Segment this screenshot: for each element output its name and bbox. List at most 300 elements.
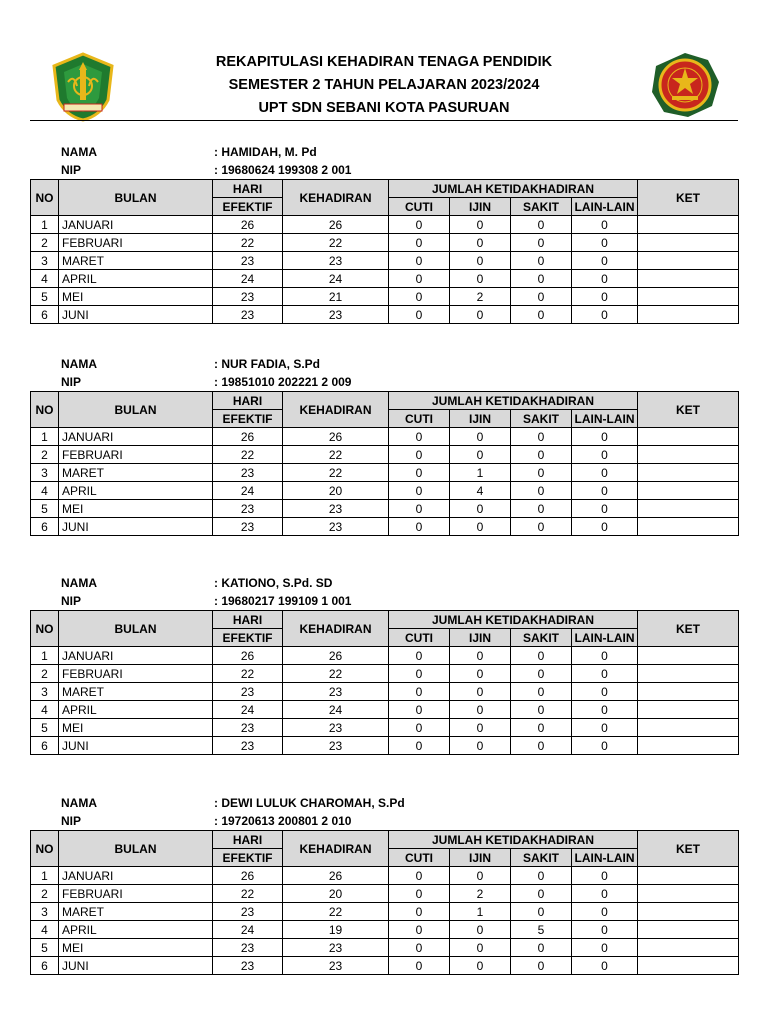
nama-label: NAMA [61, 145, 97, 159]
table-row [31, 234, 739, 252]
cell-sakit: 0 [511, 957, 572, 975]
col-header-sakit: SAKIT [511, 629, 572, 647]
cell-cuti: 0 [389, 428, 450, 446]
cell-no: 4 [31, 482, 59, 500]
school-badge-icon [650, 52, 720, 118]
table-row [31, 921, 739, 939]
col-header-hari: HARI [213, 180, 283, 198]
cell-ijin: 0 [450, 216, 511, 234]
cell-cuti: 0 [389, 482, 450, 500]
nama-label: NAMA [61, 796, 97, 810]
cell-lain: 0 [572, 647, 638, 665]
cell-cuti: 0 [389, 957, 450, 975]
cell-ijin: 0 [450, 939, 511, 957]
cell-hari: 23 [213, 719, 283, 737]
cell-hari: 26 [213, 216, 283, 234]
cell-hari: 23 [213, 252, 283, 270]
cell-cuti: 0 [389, 701, 450, 719]
col-header-jumlah-ketidakhadiran: JUMLAH KETIDAKHADIRAN [389, 611, 638, 629]
cell-ket [638, 647, 739, 665]
cell-bulan: MARET [59, 903, 213, 921]
col-header-ijin: IJIN [450, 410, 511, 428]
teacher-nip: : 19680217 199109 1 001 [214, 594, 352, 608]
cell-sakit: 0 [511, 306, 572, 324]
nip-label: NIP [61, 375, 82, 389]
cell-sakit: 0 [511, 252, 572, 270]
table-row [31, 939, 739, 957]
cell-ket [638, 252, 739, 270]
nama-label: NAMA [61, 576, 97, 590]
cell-hari: 22 [213, 885, 283, 903]
cell-sakit: 0 [511, 482, 572, 500]
cell-sakit: 0 [511, 647, 572, 665]
cell-no: 2 [31, 446, 59, 464]
cell-hari: 23 [213, 306, 283, 324]
cell-hari: 24 [213, 701, 283, 719]
cell-no: 1 [31, 216, 59, 234]
cell-hadir: 23 [283, 737, 389, 755]
cell-sakit: 0 [511, 885, 572, 903]
cell-cuti: 0 [389, 464, 450, 482]
cell-lain: 0 [572, 665, 638, 683]
cell-lain: 0 [572, 252, 638, 270]
table-row [31, 446, 739, 464]
teacher-nip: : 19720613 200801 2 010 [214, 814, 352, 828]
cell-lain: 0 [572, 683, 638, 701]
table-row [31, 464, 739, 482]
table-row [31, 719, 739, 737]
cell-cuti: 0 [389, 288, 450, 306]
cell-ijin: 0 [450, 921, 511, 939]
cell-lain: 0 [572, 482, 638, 500]
cell-ket [638, 234, 739, 252]
cell-sakit: 0 [511, 428, 572, 446]
cell-lain: 0 [572, 270, 638, 288]
teacher-nip: : 19680624 199308 2 001 [214, 163, 352, 177]
cell-lain: 0 [572, 867, 638, 885]
table-header-row [31, 180, 739, 198]
col-header-lain-lain: LAIN-LAIN [572, 198, 638, 216]
col-header-bulan: BULAN [59, 392, 213, 428]
col-header-ijin: IJIN [450, 198, 511, 216]
col-header-ket: KET [638, 180, 739, 216]
col-header-bulan: BULAN [59, 180, 213, 216]
cell-bulan: MEI [59, 719, 213, 737]
cell-hari: 22 [213, 234, 283, 252]
col-header-kehadiran: KEHADIRAN [283, 611, 389, 647]
cell-ijin: 0 [450, 701, 511, 719]
col-header-ket: KET [638, 392, 739, 428]
cell-lain: 0 [572, 957, 638, 975]
cell-hari: 24 [213, 482, 283, 500]
cell-cuti: 0 [389, 216, 450, 234]
attendance-table [30, 391, 739, 536]
cell-ket [638, 270, 739, 288]
col-header-no: NO [31, 831, 59, 867]
cell-bulan: JANUARI [59, 647, 213, 665]
cell-no: 3 [31, 683, 59, 701]
cell-lain: 0 [572, 216, 638, 234]
cell-cuti: 0 [389, 683, 450, 701]
teacher-nip: : 19851010 202221 2 009 [214, 375, 352, 389]
cell-sakit: 0 [511, 500, 572, 518]
col-header-efektif: EFEKTIF [213, 849, 283, 867]
cell-bulan: APRIL [59, 482, 213, 500]
cell-ijin: 2 [450, 288, 511, 306]
table-row [31, 482, 739, 500]
cell-no: 3 [31, 252, 59, 270]
cell-ijin: 4 [450, 482, 511, 500]
cell-bulan: MARET [59, 464, 213, 482]
cell-no: 4 [31, 701, 59, 719]
cell-no: 6 [31, 518, 59, 536]
cell-ijin: 0 [450, 270, 511, 288]
cell-bulan: MARET [59, 252, 213, 270]
cell-ijin: 0 [450, 306, 511, 324]
table-row [31, 683, 739, 701]
cell-sakit: 0 [511, 719, 572, 737]
cell-bulan: APRIL [59, 270, 213, 288]
cell-ket [638, 288, 739, 306]
cell-ket [638, 518, 739, 536]
cell-bulan: MEI [59, 288, 213, 306]
cell-sakit: 0 [511, 464, 572, 482]
cell-no: 5 [31, 500, 59, 518]
attendance-table [30, 610, 739, 755]
col-header-hari: HARI [213, 611, 283, 629]
cell-no: 5 [31, 288, 59, 306]
col-header-efektif: EFEKTIF [213, 198, 283, 216]
cell-no: 1 [31, 428, 59, 446]
table-row [31, 885, 739, 903]
cell-ket [638, 903, 739, 921]
table-row [31, 665, 739, 683]
cell-hari: 23 [213, 903, 283, 921]
table-row [31, 252, 739, 270]
cell-hadir: 24 [283, 701, 389, 719]
col-header-jumlah-ketidakhadiran: JUMLAH KETIDAKHADIRAN [389, 180, 638, 198]
table-row [31, 957, 739, 975]
col-header-efektif: EFEKTIF [213, 629, 283, 647]
cell-no: 3 [31, 464, 59, 482]
cell-bulan: JANUARI [59, 428, 213, 446]
nip-label: NIP [61, 163, 82, 177]
col-header-cuti: CUTI [389, 410, 450, 428]
cell-ket [638, 939, 739, 957]
cell-hari: 23 [213, 957, 283, 975]
cell-hari: 23 [213, 683, 283, 701]
cell-sakit: 0 [511, 288, 572, 306]
table-row [31, 518, 739, 536]
cell-lain: 0 [572, 288, 638, 306]
cell-bulan: JUNI [59, 518, 213, 536]
cell-no: 4 [31, 270, 59, 288]
cell-cuti: 0 [389, 252, 450, 270]
cell-sakit: 0 [511, 737, 572, 755]
cell-ijin: 1 [450, 903, 511, 921]
cell-hadir: 23 [283, 500, 389, 518]
cell-sakit: 0 [511, 939, 572, 957]
col-header-hari: HARI [213, 392, 283, 410]
cell-no: 4 [31, 921, 59, 939]
cell-cuti: 0 [389, 518, 450, 536]
table-header-row [31, 611, 739, 629]
cell-sakit: 5 [511, 921, 572, 939]
cell-hadir: 22 [283, 234, 389, 252]
cell-ket [638, 428, 739, 446]
col-header-lain-lain: LAIN-LAIN [572, 849, 638, 867]
cell-bulan: JUNI [59, 737, 213, 755]
cell-lain: 0 [572, 939, 638, 957]
cell-lain: 0 [572, 737, 638, 755]
col-header-cuti: CUTI [389, 198, 450, 216]
cell-no: 5 [31, 939, 59, 957]
cell-bulan: JUNI [59, 957, 213, 975]
cell-hadir: 20 [283, 885, 389, 903]
cell-hari: 23 [213, 939, 283, 957]
cell-hari: 23 [213, 288, 283, 306]
cell-lain: 0 [572, 446, 638, 464]
cell-cuti: 0 [389, 921, 450, 939]
cell-hadir: 22 [283, 464, 389, 482]
cell-hadir: 26 [283, 428, 389, 446]
attendance-table [30, 830, 739, 975]
cell-ijin: 0 [450, 252, 511, 270]
col-header-lain-lain: LAIN-LAIN [572, 410, 638, 428]
teacher-name: : DEWI LULUK CHAROMAH, S.Pd [214, 796, 405, 810]
cell-hadir: 19 [283, 921, 389, 939]
col-header-sakit: SAKIT [511, 198, 572, 216]
table-row [31, 288, 739, 306]
cell-ket [638, 464, 739, 482]
cell-no: 6 [31, 737, 59, 755]
cell-ijin: 0 [450, 446, 511, 464]
cell-bulan: JANUARI [59, 216, 213, 234]
col-header-efektif: EFEKTIF [213, 410, 283, 428]
cell-cuti: 0 [389, 306, 450, 324]
cell-cuti: 0 [389, 903, 450, 921]
cell-ijin: 0 [450, 957, 511, 975]
cell-ijin: 0 [450, 867, 511, 885]
cell-cuti: 0 [389, 737, 450, 755]
cell-bulan: APRIL [59, 701, 213, 719]
cell-no: 2 [31, 665, 59, 683]
cell-cuti: 0 [389, 446, 450, 464]
cell-ijin: 0 [450, 719, 511, 737]
attendance-table [30, 179, 739, 324]
cell-ket [638, 921, 739, 939]
cell-hadir: 22 [283, 665, 389, 683]
cell-no: 1 [31, 647, 59, 665]
table-header-row [31, 831, 739, 849]
nip-label: NIP [61, 814, 82, 828]
col-header-no: NO [31, 180, 59, 216]
col-header-kehadiran: KEHADIRAN [283, 392, 389, 428]
cell-no: 3 [31, 903, 59, 921]
cell-hari: 22 [213, 446, 283, 464]
cell-ket [638, 737, 739, 755]
title-line-3: UPT SDN SEBANI KOTA PASURUAN [258, 100, 510, 116]
cell-ket [638, 957, 739, 975]
cell-hari: 26 [213, 867, 283, 885]
cell-hadir: 26 [283, 216, 389, 234]
col-header-ijin: IJIN [450, 629, 511, 647]
cell-hadir: 23 [283, 957, 389, 975]
col-header-sakit: SAKIT [511, 849, 572, 867]
cell-cuti: 0 [389, 719, 450, 737]
document-header [0, 0, 768, 122]
cell-hadir: 23 [283, 518, 389, 536]
cell-hari: 22 [213, 665, 283, 683]
teacher-name: : NUR FADIA, S.Pd [214, 357, 321, 371]
cell-ket [638, 867, 739, 885]
col-header-jumlah-ketidakhadiran: JUMLAH KETIDAKHADIRAN [389, 392, 638, 410]
cell-cuti: 0 [389, 234, 450, 252]
cell-sakit: 0 [511, 270, 572, 288]
cell-sakit: 0 [511, 446, 572, 464]
cell-sakit: 0 [511, 216, 572, 234]
cell-lain: 0 [572, 306, 638, 324]
cell-no: 6 [31, 957, 59, 975]
nama-label: NAMA [61, 357, 97, 371]
cell-lain: 0 [572, 518, 638, 536]
cell-ijin: 0 [450, 428, 511, 446]
cell-cuti: 0 [389, 867, 450, 885]
cell-bulan: MARET [59, 683, 213, 701]
cell-ijin: 0 [450, 683, 511, 701]
teacher-name: : KATIONO, S.Pd. SD [214, 576, 333, 590]
cell-sakit: 0 [511, 234, 572, 252]
cell-no: 1 [31, 867, 59, 885]
cell-no: 2 [31, 234, 59, 252]
cell-no: 5 [31, 719, 59, 737]
cell-ket [638, 446, 739, 464]
cell-sakit: 0 [511, 903, 572, 921]
col-header-no: NO [31, 611, 59, 647]
col-header-hari: HARI [213, 831, 283, 849]
table-row [31, 867, 739, 885]
cell-hari: 23 [213, 500, 283, 518]
cell-hadir: 26 [283, 647, 389, 665]
header-divider [30, 120, 738, 121]
cell-hari: 26 [213, 647, 283, 665]
col-header-kehadiran: KEHADIRAN [283, 831, 389, 867]
col-header-jumlah-ketidakhadiran: JUMLAH KETIDAKHADIRAN [389, 831, 638, 849]
cell-bulan: FEBRUARI [59, 885, 213, 903]
cell-hari: 23 [213, 518, 283, 536]
cell-sakit: 0 [511, 683, 572, 701]
cell-lain: 0 [572, 428, 638, 446]
table-row [31, 737, 739, 755]
cell-lain: 0 [572, 903, 638, 921]
title-line-2: SEMESTER 2 TAHUN PELAJARAN 2023/2024 [228, 77, 540, 93]
table-header-row [31, 392, 739, 410]
cell-sakit: 0 [511, 518, 572, 536]
cell-bulan: JANUARI [59, 867, 213, 885]
col-header-lain-lain: LAIN-LAIN [572, 629, 638, 647]
cell-hadir: 22 [283, 446, 389, 464]
cell-ket [638, 885, 739, 903]
col-header-ijin: IJIN [450, 849, 511, 867]
cell-cuti: 0 [389, 665, 450, 683]
cell-ket [638, 719, 739, 737]
cell-hadir: 23 [283, 252, 389, 270]
table-row [31, 216, 739, 234]
cell-lain: 0 [572, 500, 638, 518]
cell-sakit: 0 [511, 665, 572, 683]
cell-hari: 23 [213, 737, 283, 755]
cell-bulan: MEI [59, 939, 213, 957]
cell-ijin: 2 [450, 885, 511, 903]
col-header-sakit: SAKIT [511, 410, 572, 428]
cell-bulan: APRIL [59, 921, 213, 939]
cell-lain: 0 [572, 921, 638, 939]
cell-bulan: JUNI [59, 306, 213, 324]
cell-ket [638, 701, 739, 719]
cell-hadir: 24 [283, 270, 389, 288]
cell-lain: 0 [572, 234, 638, 252]
cell-ijin: 0 [450, 647, 511, 665]
table-row [31, 270, 739, 288]
col-header-kehadiran: KEHADIRAN [283, 180, 389, 216]
table-row [31, 500, 739, 518]
cell-hadir: 21 [283, 288, 389, 306]
cell-hadir: 26 [283, 867, 389, 885]
cell-bulan: MEI [59, 500, 213, 518]
col-header-ket: KET [638, 831, 739, 867]
cell-bulan: FEBRUARI [59, 446, 213, 464]
cell-bulan: FEBRUARI [59, 234, 213, 252]
cell-ijin: 0 [450, 234, 511, 252]
cell-cuti: 0 [389, 939, 450, 957]
table-row [31, 428, 739, 446]
cell-ket [638, 500, 739, 518]
cell-ket [638, 216, 739, 234]
cell-ket [638, 665, 739, 683]
col-header-bulan: BULAN [59, 611, 213, 647]
cell-lain: 0 [572, 701, 638, 719]
cell-hadir: 23 [283, 719, 389, 737]
cell-ijin: 0 [450, 665, 511, 683]
cell-lain: 0 [572, 885, 638, 903]
cell-ket [638, 482, 739, 500]
table-row [31, 701, 739, 719]
col-header-ket: KET [638, 611, 739, 647]
cell-ket [638, 306, 739, 324]
table-row [31, 903, 739, 921]
cell-sakit: 0 [511, 701, 572, 719]
cell-hari: 26 [213, 428, 283, 446]
col-header-bulan: BULAN [59, 831, 213, 867]
col-header-cuti: CUTI [389, 629, 450, 647]
cell-hari: 24 [213, 921, 283, 939]
table-row [31, 647, 739, 665]
cell-ijin: 0 [450, 737, 511, 755]
cell-no: 2 [31, 885, 59, 903]
table-row [31, 306, 739, 324]
cell-ijin: 1 [450, 464, 511, 482]
cell-hadir: 20 [283, 482, 389, 500]
cell-hadir: 23 [283, 939, 389, 957]
cell-lain: 0 [572, 464, 638, 482]
cell-no: 6 [31, 306, 59, 324]
cell-cuti: 0 [389, 885, 450, 903]
col-header-no: NO [31, 392, 59, 428]
cell-hari: 23 [213, 464, 283, 482]
cell-hadir: 23 [283, 306, 389, 324]
cell-sakit: 0 [511, 867, 572, 885]
cell-ijin: 0 [450, 518, 511, 536]
